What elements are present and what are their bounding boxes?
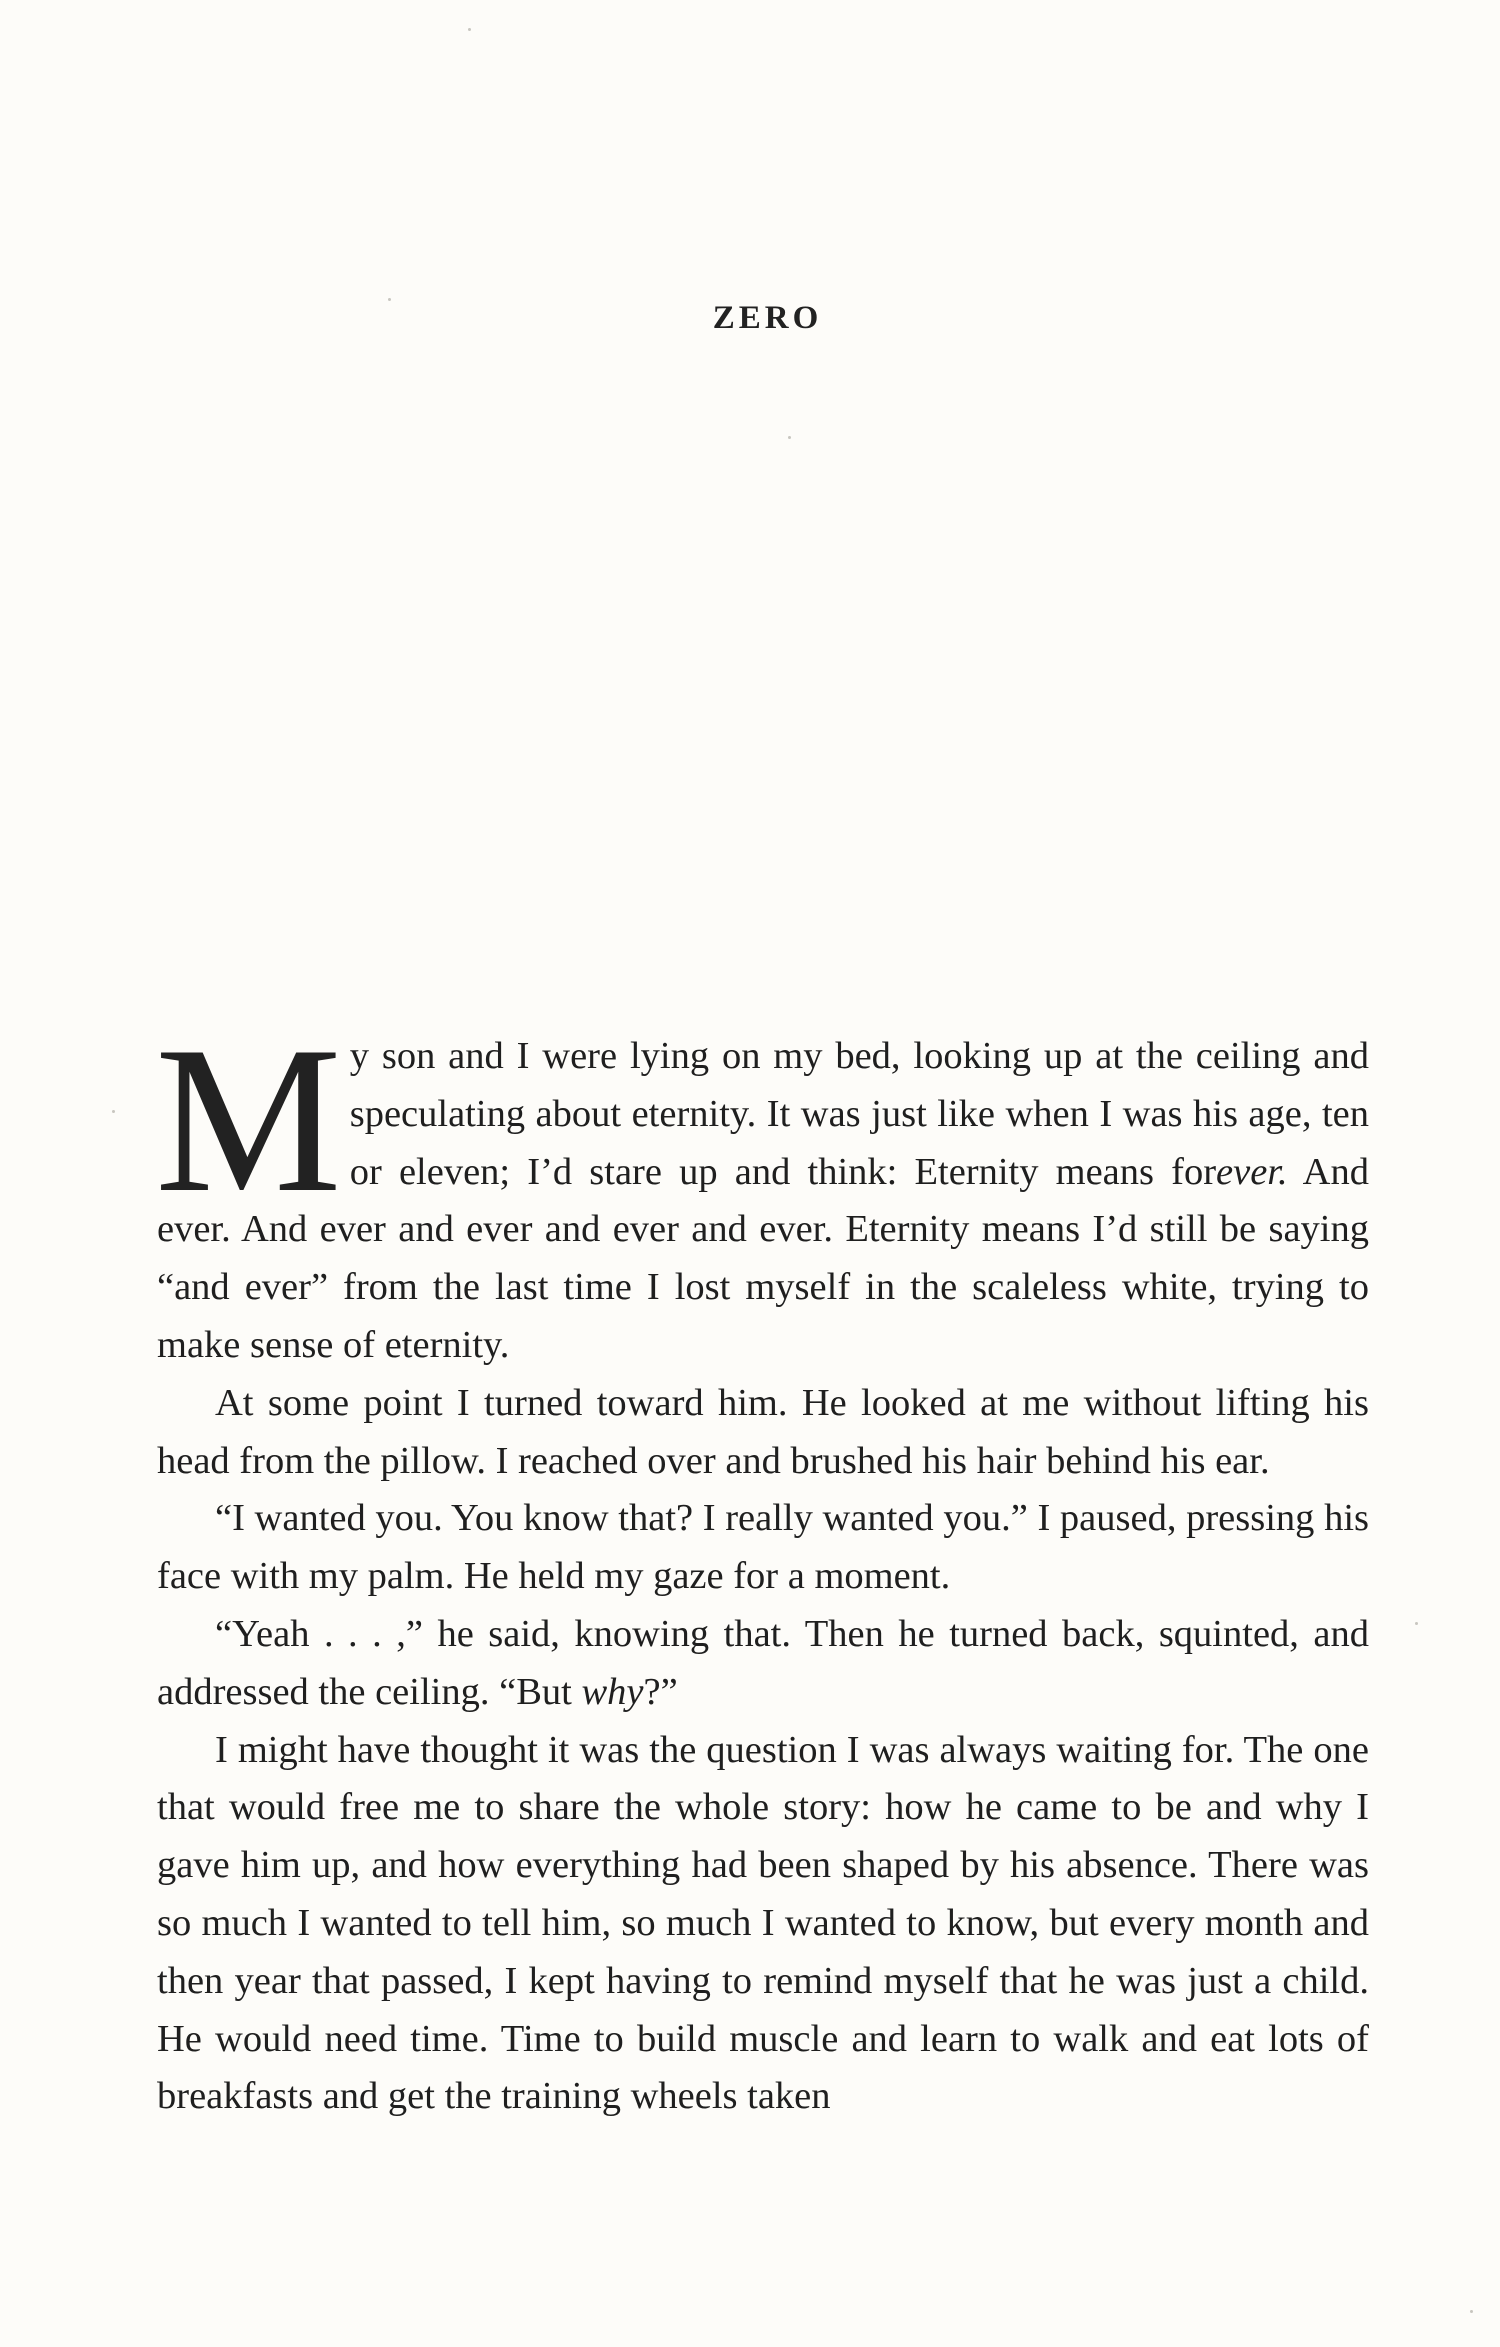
- paper-speck: [1470, 2310, 1473, 2313]
- paragraph-2: At some point I turned toward him. He looked at me without lifting his head from the pillow. I reached over and brushed his hair behind his ear.: [157, 1381, 1369, 1482]
- paper-speck: [1415, 1622, 1418, 1625]
- paragraph-3: “I wanted you. You know that? I really wanted you.” I paused, pressing his face with my palm. He held my gaze for a moment.: [157, 1497, 1369, 1598]
- paragraph-4-text-a: “Yeah . . . ,” he said, knowing that. Then he turned back, squinted, and addressed the ceiling. “But: [157, 1612, 1369, 1713]
- paper-speck: [468, 28, 471, 31]
- chapter-title: ZERO: [712, 300, 823, 336]
- chapter-body: [155, 1004, 1369, 2126]
- paragraph-4-emphasis: why: [581, 1670, 644, 1713]
- paragraph-1-text-a: y son and I were lying on my bed, looking up at the ceiling and speculating about eternity. It was just like when I was his age, ten or eleven; I’d stare up and think: Eternity means for: [349, 1035, 1369, 1193]
- paper-speck: [788, 436, 791, 439]
- paragraph-1: [155, 1004, 1369, 1375]
- paragraph-4-text-b: ?”: [643, 1670, 678, 1713]
- paragraph-5: I might have thought it was the question I was always waiting for. The one that would free me to share the whole story: how he came to be and why I gave him up, and how everything had been shaped by his absence. There was so much I wanted to tell him, so much I wanted to know, but every month and then year that passed, I kept having to remind myself that he was just a child. He would need time. Time to build muscle and learn to walk and eat lots of breakfasts and get the training wheels taken: [157, 1728, 1369, 2118]
- paper-speck: [388, 298, 391, 301]
- paragraph-1-emphasis: ever.: [1216, 1150, 1288, 1193]
- paragraph-1-text-b: And ever. And ever and ever and ever and ever. Eternity means I’d still be saying “and ever” from the last time I lost myself in the scaleless white, trying to make sense of eternity.: [157, 1150, 1369, 1366]
- paper-speck: [112, 1110, 115, 1113]
- drop-cap: M: [155, 1004, 342, 1236]
- paragraph-4: [157, 1606, 1369, 1722]
